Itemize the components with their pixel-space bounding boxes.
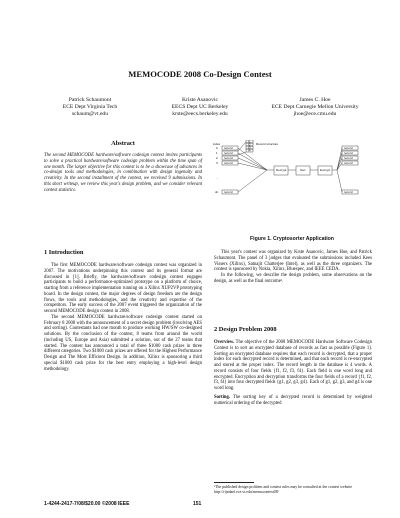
outline-paragraph: In the following, we describe the design problem, some observations on the design, as well as the final outcome¹. [214, 273, 372, 284]
figure-row-label: 1 [216, 151, 218, 156]
field-label: f1 [248, 140, 251, 144]
author-affiliation: ECE Dept Virginia Tech [62, 104, 118, 110]
footer-isbn: 1-4244-2417-7/08/$20.00 ©2008 IEEE [44, 501, 130, 507]
record-label: record [224, 151, 233, 156]
organizers-paragraph: This year's contest was organized by Krste Asanovic, James Hoe, and Patrick Schaumont. The panel of 3 judges that evaluated the submissions included Kees Vissers (Xilinx), Satnajit Chatterjee (Intel), as well as the three organizers. The contest is sponsored by Nokia, Xilinx, Bluespec, and IEEE CEDA. [214, 250, 372, 273]
figure-row-label: dn [215, 190, 219, 195]
sort-stage-label: Sort [300, 168, 306, 172]
record-label: record [344, 190, 353, 195]
record-label: record [224, 190, 233, 195]
footnote: ¹The published design problem and contest rules may be consulted at the contest website http://rijndael.ece.vt.edu/memocontest08/ [214, 485, 353, 494]
overview-text: The objective of the 2008 MEMOCODE Hardware Software Codesign Contest is to sort an encrypted database of records as fast as possible (Figure 1). Sorting an encrypted database requires that each record is decrypted, that a proper index for each decrypted record is determined, and that each record is re-encrypted and stored at the proper index. The record length in the database is 4 words. A record consists of four fields {f1, f2, f3, f4}. Each field is one word long and encrypted. Encryption and decryption transforms the four fields of a record {f1, f2, f3, f4} into four decrypted fields {g1, g2, g3, g4}. Each of g1, g2, g3, and g4 is one word long. [214, 340, 372, 391]
cryptosorter-figure [212, 140, 372, 235]
overview-label: Overview. [214, 340, 235, 345]
right-column-body [214, 250, 372, 285]
overview-paragraph [214, 340, 372, 392]
record-label: record [344, 151, 353, 156]
intro-paragraph-1: The first MEMOCODE hardware/software codesign contest was organized in 2007. The motivations underpinning this contest and its general format are discussed in [1]. Briefly, the hardware/software codesign contest engages participants to build a performance-optimized prototype on a platform of choice, starting from a reference implementation running on a Xilinx XUP2VP prototyping board. In the design contest, the major degrees of design freedom are the design flows, the tools and methodologies, and the creativity and expertise of the competitors. The early success of the 2007 event triggered the organization of the second MEMOCODE design contest in 2008. [44, 263, 202, 314]
abstract-heading: Abstract [111, 140, 135, 147]
record-structure-label: Record structure [256, 142, 279, 146]
sorting-text: The sorting key of a decrypted record is determined by weighted numerical ordering of the decrypted [214, 394, 372, 406]
left-column-body [44, 263, 202, 372]
field-label: f3 [248, 145, 251, 150]
record-label: record [224, 146, 233, 151]
figure-row-label: 3 [216, 161, 218, 166]
author-name: Patrick Schaumont [68, 97, 112, 103]
author-block-2 [145, 97, 255, 118]
figure-row-label: 0 [216, 146, 218, 151]
author-affiliation: EECS Dept UC Berkeley [171, 104, 229, 110]
encrypt-stage-label: Encrypt [320, 168, 331, 172]
field-label: f4 [248, 148, 251, 153]
figure-row-label: 2 [216, 156, 218, 161]
author-affiliation: ECE Dept Carnegie Mellon University [271, 104, 359, 110]
record-label: record [344, 161, 353, 166]
paper-title: MEMOCODE 2008 Co-Design Contest [128, 69, 272, 79]
sorting-label: Sorting. [214, 394, 231, 400]
author-block-1 [40, 97, 140, 118]
intro-paragraph-2: The second MEMOCODE hardware/software codesign contest started on February 8 2008 with the announcement of a secret design problem (involving AES and sorting). Contestants had one month to produce working HW/SW co-designed solutions. By the conclusion of the contest, 8 teams from around the world (including US, Europe and Asia) submitted a solution, out of the 27 teams that started. The contest has announced a total of three $1000 cash prizes in three different categories. Two $1000 cash prizes are offered for the Highest Performance Design and The Most Efficient Design. In addition, Xilinx is sponsoring a third special $1000 cash prize for the best entry employing a high-level design methodology. [44, 314, 202, 372]
author-email: schaum@vt.edu [71, 111, 109, 117]
page-number: 151 [193, 501, 202, 507]
author-email: jhoe@ece.cmu.edu [293, 111, 337, 117]
author-name: Kriste Asanovic [182, 97, 218, 103]
record-label: record [344, 156, 353, 161]
design-problem-body [214, 340, 372, 406]
figure-row-label: ... [216, 176, 219, 180]
field-label: f2 [248, 142, 251, 147]
footnote-rule [214, 482, 254, 483]
section-heading-design-problem: 2 Design Problem 2008 [214, 326, 277, 333]
decrypt-stage-label: Decrypt [276, 168, 287, 172]
record-label: record [224, 161, 233, 166]
abstract-text: The second MEMOCODE hardware/software codesign contest invites participants to solve a practical hardware/software codesign problem within the time span of one month. The larger objective for this contest is to be a showcase of advances in co-design tools and methodologies, in combination with design ingenuity and creativity. In the second installment of the contest, we received 9 submissions. In this short writeup, we review this year's design problem, and we consider relevant contest statistics. [44, 153, 202, 193]
figure-index-label: index [213, 142, 221, 146]
section-heading-introduction: 1 Introduction [44, 249, 84, 256]
record-label: record [344, 146, 353, 151]
author-name: James C. Hoe [299, 97, 331, 103]
author-block-3 [255, 97, 375, 118]
figure-caption: Figure 1. Cryptosorter Application [250, 236, 334, 242]
author-email: krste@eecs.berkeley.edu [172, 111, 228, 117]
record-label: record [224, 156, 233, 161]
sorting-paragraph [214, 395, 372, 407]
